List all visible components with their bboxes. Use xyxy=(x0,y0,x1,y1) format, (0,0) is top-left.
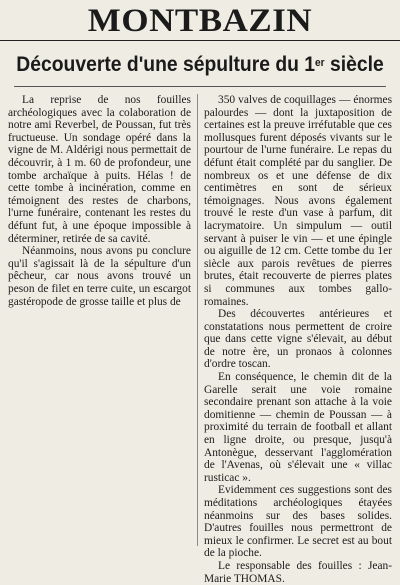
headline-superscript: er xyxy=(315,57,325,69)
article-column-right xyxy=(204,94,392,585)
masthead-rule xyxy=(0,40,400,41)
paragraph: 350 valves de coquillages — énormes palourdes — dont la juxtaposition de certaines est la preuve irréfutable que ces mollusques furent déposés vivants sur le pourtour de l'urne funéraire. Le repas du défunt était complété par du sanglier. De nombreux os et une défense de dix centimètres en sont de sérieux témoignages. Nous avons également trouvé le reste d'un vase à parfum, dit lacrymatoire. Un simpulum — outil servant à puiser le vin — et une épingle ou aiguille de 12 cm. Cette tombe du 1er siècle aux parois revêtues de pierres brutes, était recouverte de pierres plates si communes aux tombes gallo-romaines. xyxy=(204,94,392,308)
article-headline xyxy=(16,52,384,78)
article-column-left xyxy=(8,94,191,308)
town-heading: MONTBAZIN xyxy=(87,3,313,39)
paragraph: La reprise de nos fouilles archéologiques avec la colaboration de notre ami Reverbel, de Poussan, fut très fructueuse. Un sondage opéré dans la vigne de M. Aldérigi nous permettait de découvrir, à 1 m. 60 de profondeur, une tombe archaïque à puits. Hélas ! de cette tombe à incinération, comme en témoignent des restes de charbons, l'urne funéraire, contenant les restes du défunt fut, à une époque impossible à déterminer, retirée de sa cavité. xyxy=(8,94,191,245)
headline-rule xyxy=(14,86,386,87)
headline-end: siècle xyxy=(324,53,384,76)
paragraph: Des découvertes antérieures et constatations nous permettent de croire que dans cette vigne s'élevait, au début de notre ère, un pronaos à colonnes d'ordre toscan. xyxy=(204,308,392,371)
signature: Le responsable des fouilles : Jean-Marie THOMAS. xyxy=(204,559,392,585)
paragraph: En conséquence, le chemin dit de la Garelle serait une voie romaine secondaire prenant son attache à la voie domitienne — chemin de Poussan — à proximité du terrain de football et allant en ligne droite, ou presque, jusqu'à Antonègue, desservant l'agglomération de l'Avenas, où s'élevait une « villac rusticac ». xyxy=(204,371,392,484)
paragraph: Evidemment ces suggestions sont des méditations archéologiques étayées néanmoins sur des bases solides. D'autres fouilles nous permettront de mieux le confirmer. Le secret est au bout de la pioche. xyxy=(204,484,392,560)
headline-main: Découverte d'une sépulture du 1 xyxy=(16,53,316,76)
paragraph: Néanmoins, nous avons pu conclure qu'il s'agissait là de la sépulture d'un pêcheur, car nous avons trouvé un peson de filet en terre cuite, un escargot gastéropode de grosse taille et plus de xyxy=(8,245,191,308)
column-divider xyxy=(197,94,198,546)
